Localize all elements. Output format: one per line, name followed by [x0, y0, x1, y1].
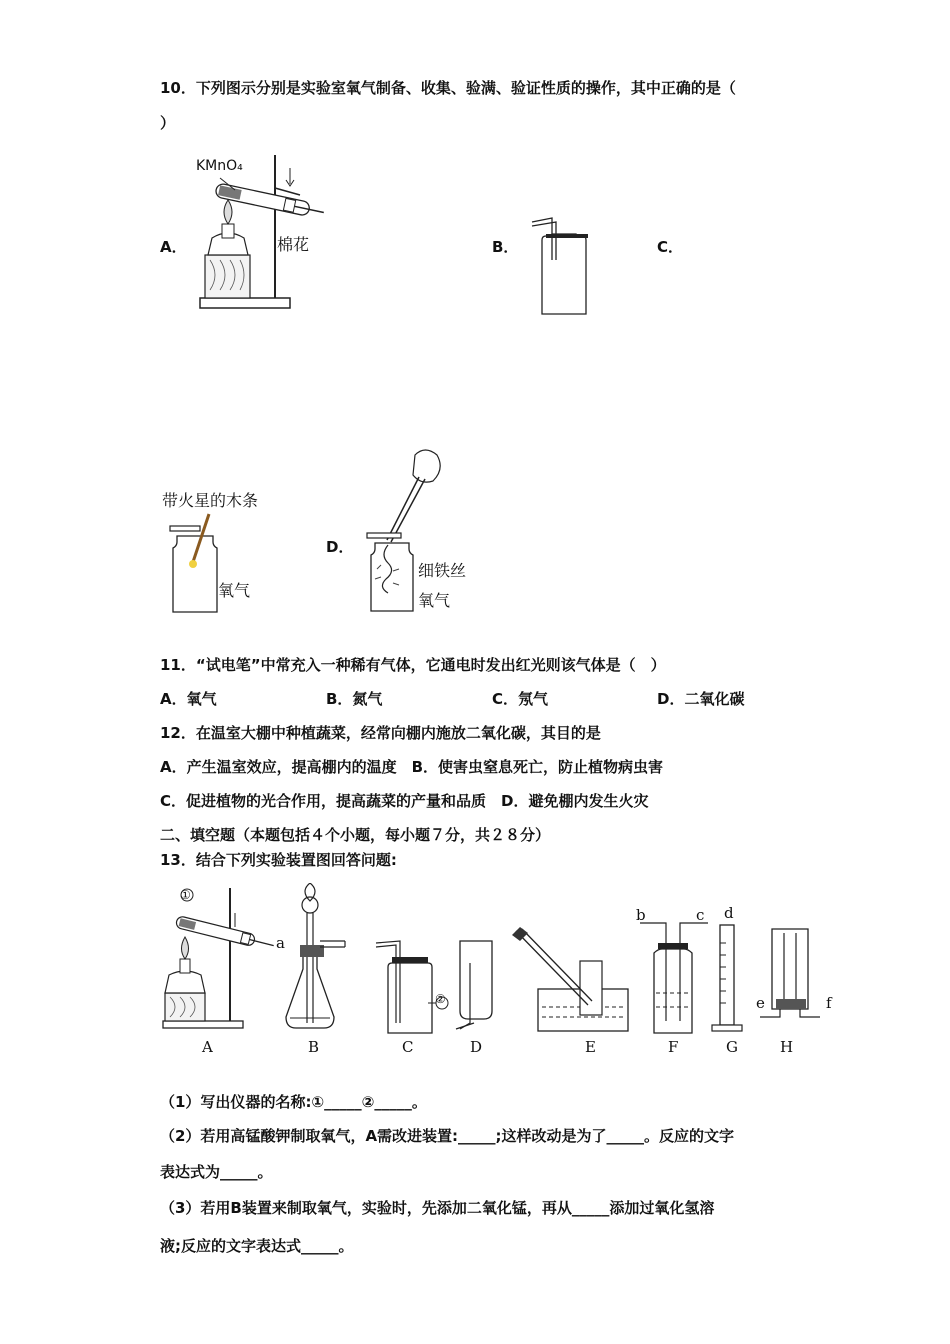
mark-circled-2: ② [435, 992, 446, 1006]
q12-options-cd: C．促进植物的光合作用，提高蔬菜的产量和品质 D．避免棚内发生火灾 [160, 792, 649, 810]
q11-option-b: B．氮气 [326, 690, 383, 708]
q10-option-a-label: A． [160, 238, 187, 256]
mark-e: e [756, 994, 765, 1012]
apparatus-label-h: H [780, 1038, 794, 1056]
figure-glowing-splint-c [165, 512, 225, 614]
section2-title: 二、填空题（本题包括４个小题，每小题７分，共２８分） [160, 826, 551, 844]
apparatus-label-d: D [470, 1038, 483, 1056]
figure-gas-bottle-b [530, 210, 595, 320]
oxygen-label-c: 氧气 [218, 581, 251, 600]
q10-option-b-label: B． [492, 238, 519, 256]
q12-options-ab: A．产生温室效应，提高棚内的温度 B．使害虫窒息死亡，防止植物病虫害 [160, 758, 664, 776]
apparatus-label-a: A [202, 1038, 213, 1056]
q11-stem: 11．“试电笔”中常充入一种稀有气体，它通电时发出红光则该气体是（ ） [160, 656, 666, 674]
oxygen-label-d: 氧气 [418, 591, 451, 610]
q13-sub3-line1: （3）若用B装置来制取氧气，实验时，先添加二氧化锰，再从_____添加过氧化氢溶 [160, 1199, 715, 1217]
mark-b: b [636, 906, 646, 924]
apparatus-label-e: E [585, 1038, 596, 1056]
q13-sub3-line2: 液;反应的文字表达式_____。 [160, 1237, 354, 1255]
kmno4-label: KMnO₄ [196, 158, 243, 174]
glowing-splint-label: 带火星的木条 [162, 491, 259, 510]
mark-circled-1: ① [180, 888, 191, 902]
mark-c: c [696, 906, 705, 924]
q11-option-a: A．氧气 [160, 690, 217, 708]
mark-a: a [276, 934, 285, 952]
q10-option-d-label: D． [326, 538, 354, 556]
apparatus-label-c: C [402, 1038, 414, 1056]
mark-f: f [826, 994, 832, 1012]
q10-stem-line2: ） [160, 114, 176, 132]
mark-d: d [724, 904, 734, 922]
iron-wire-label: 细铁丝 [418, 561, 467, 580]
cotton-label: 棉花 [277, 235, 310, 254]
q13-sub1: （1）写出仪器的名称:①_____②_____。 [160, 1093, 427, 1111]
q13-stem: 13．结合下列实验装置图回答问题: [160, 851, 397, 869]
apparatus-label-g: G [726, 1038, 738, 1056]
apparatus-label-b: B [308, 1038, 320, 1056]
q11-option-d: D．二氧化碳 [657, 690, 745, 708]
q13-sub2-line2: 表达式为_____。 [160, 1163, 273, 1181]
q11-option-c: C．氖气 [492, 690, 549, 708]
q13-sub2-line1: （2）若用高锰酸钾制取氧气，A需改进装置:_____;这样改动是为了_____。反应的文字 [160, 1127, 735, 1145]
q10-stem-line1: 10．下列图示分别是实验室氧气制备、收集、验满、验证性质的操作，其中正确的是（ [160, 79, 736, 97]
q12-stem: 12．在温室大棚中种植蔬菜，经常向棚内施放二氧化碳，其目的是 [160, 724, 601, 742]
q10-option-c-label: C． [657, 238, 684, 256]
apparatus-label-f: F [668, 1038, 679, 1056]
